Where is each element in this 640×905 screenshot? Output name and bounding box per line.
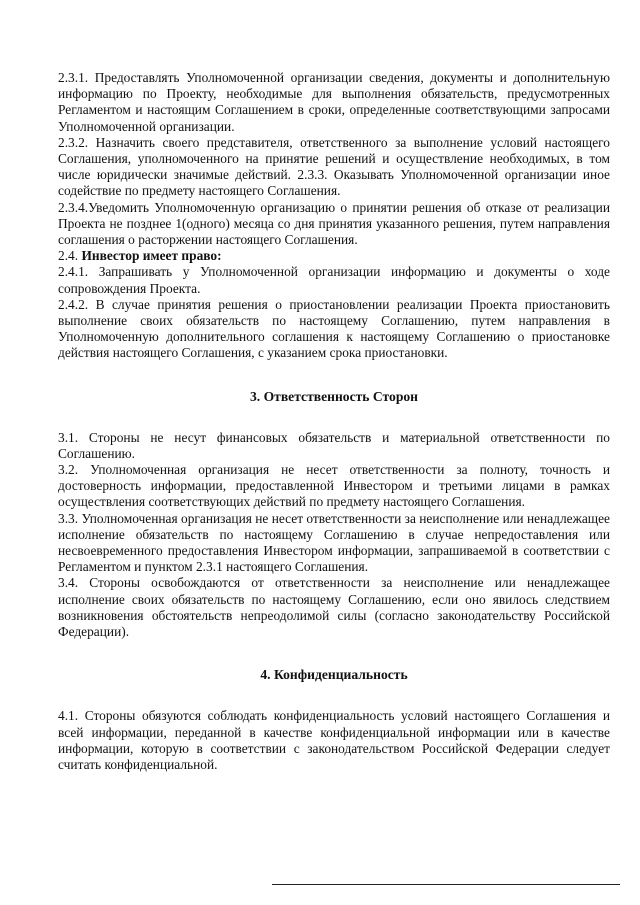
- clause-2-3-1: 2.3.1. Предоставлять Уполномоченной организации сведения, документы и дополнительную информацию по Проекту, необходимые для выполнения обязательств, предусмотренных Регламентом и настоящим Соглашением в сроки, определенные соответствующими запросами Уполномоченной организации.: [58, 70, 610, 134]
- section-4-title: 4. Конфиденциальность: [260, 667, 408, 683]
- clause-3-2: 3.2. Уполномоченная организация не несет ответственности за полноту, точность и достоверность информации, предоставленной Инвестором и третьими лицами в рамках осуществления соответствующих действий по предмету настоящего Соглашения.: [58, 462, 610, 510]
- clause-2-4-label: Инвестор имеет право:: [81, 248, 222, 264]
- clause-4-1: 4.1. Стороны обязуются соблюдать конфиденциальность условий настоящего Соглашения и всей информации, переданной в качестве конфиденциальной информации или в качестве информации, которую в соответствии с законодательством Российской Федерации следует считать конфиденциальной.: [58, 708, 610, 772]
- clause-3-1: 3.1. Стороны не несут финансовых обязательств и материальной ответственности по Соглашению.: [58, 429, 610, 461]
- footer-rule: [272, 884, 620, 885]
- clause-3-3: 3.3. Уполномоченная организация не несет ответственности за неисполнение или ненадлежащее исполнение обязательств по настоящему Соглашению в случае непредоставления или несвоевременного предоставления Инвестором информации, запрашиваемой в соответствии с Регламентом и пунктом 2.3.1 настоящего Соглашения.: [58, 510, 610, 575]
- clause-2-4-number: 2.4.: [58, 248, 79, 264]
- clause-2-3-4: 2.3.4.Уведомить Уполномоченную организацию о принятии решения об отказе от реализации Проекта не позднее 1(одного) месяца со дня принятия указанного решения, путем направления соглашения о расторжении настоящего Соглашения.: [58, 199, 610, 248]
- section-3-title: 3. Ответственность Сторон: [249, 388, 419, 404]
- clause-3-4: 3.4. Стороны освобождаются от ответственности за неисполнение или ненадлежащее исполнение своих обязательств по настоящему Соглашению, если оно явилось следствием возникновения обстоятельств непреодолимой силы (согласно законодательству Российской Федерации).: [58, 575, 610, 640]
- clause-2-4-1: 2.4.1. Запрашивать у Уполномоченной организации информацию и документы о ходе сопровождения Проекта.: [58, 264, 610, 296]
- clause-2-4-2: 2.4.2. В случае принятия решения о приостановлении реализации Проекта приостановить выполнение своих обязательств по настоящему Соглашению, путем направления в Уполномоченную дополнительного соглашения к настоящему Соглашению о приостановке действия настоящего Соглашения, с указанием срока приостановки.: [58, 296, 610, 361]
- clause-2-4: [58, 248, 610, 264]
- clause-2-3-2: 2.3.2. Назначить своего представителя, ответственного за выполнение условий настоящего Соглашения, уполномоченного на принятие решений и осуществление необходимых, в том числе юридически значимые действий. 2.3.3. Оказывать Уполномоченной организации иное содействие по предмету настоящего Соглашения.: [58, 134, 610, 199]
